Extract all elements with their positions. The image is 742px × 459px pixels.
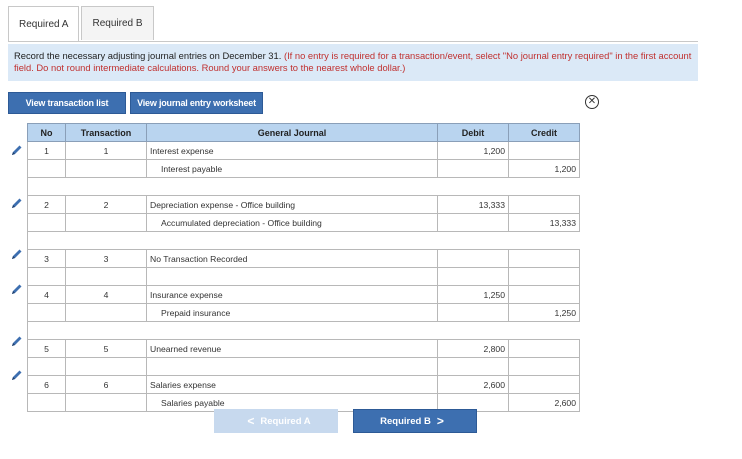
account-cell[interactable]: Prepaid insurance [147,304,438,322]
account-cell[interactable]: Accumulated depreciation - Office building [147,214,438,232]
account-cell[interactable]: Interest expense [147,142,438,160]
instructions-note: (If no entry is required for a transaction/event, select "No journal entry required" in the first account field. Do not round intermediate calculations. Round your answers to the nearest whole dollar.) [14,50,692,73]
credit-cell[interactable] [509,268,580,286]
entry-no: 3 [28,250,66,268]
table-row [28,340,580,358]
edit-pencil-icon[interactable] [10,282,24,296]
table-row [28,160,580,178]
table-row [28,196,580,214]
empty-cell [28,304,66,322]
account-cell[interactable]: Insurance expense [147,286,438,304]
empty-cell [28,358,66,376]
account-cell[interactable] [147,358,438,376]
empty-cell [28,214,66,232]
account-cell[interactable]: Depreciation expense - Office building [147,196,438,214]
spacer-cell [438,232,509,250]
journal-table [27,123,580,412]
empty-cell [66,304,147,322]
chevron-left-icon: < [247,414,255,428]
table-row [28,214,580,232]
close-circle-icon[interactable]: ✕ [585,95,599,109]
debit-cell[interactable]: 13,333 [438,196,509,214]
spacer-cell [438,322,509,340]
debit-cell[interactable]: 1,200 [438,142,509,160]
spacer-row [28,232,580,250]
tab-divider [8,41,698,42]
credit-cell[interactable] [509,142,580,160]
empty-cell [66,268,147,286]
entry-no: 2 [28,196,66,214]
edit-pencil-icon[interactable] [10,247,24,261]
entry-transaction: 2 [66,196,147,214]
view-journal-entry-worksheet-button[interactable]: View journal entry worksheet [130,92,263,114]
prev-label: Required A [260,415,311,427]
edit-pencil-icon[interactable] [10,368,24,382]
next-required-b-button[interactable] [353,409,477,433]
instructions-text: Record the necessary adjusting journal entries on December 31. [14,50,284,61]
spacer-cell [28,178,66,196]
prev-required-a-button[interactable] [214,409,338,433]
spacer-cell [147,232,438,250]
entry-transaction: 5 [66,340,147,358]
table-row [28,268,580,286]
spacer-cell [509,178,580,196]
table-row [28,358,580,376]
credit-cell[interactable]: 2,600 [509,394,580,412]
credit-cell[interactable] [509,340,580,358]
tab-required-b[interactable]: Required B [81,6,153,40]
next-label: Required B [380,415,431,427]
debit-cell[interactable] [438,250,509,268]
debit-cell[interactable] [438,304,509,322]
credit-cell[interactable] [509,358,580,376]
entry-transaction: 1 [66,142,147,160]
spacer-cell [28,232,66,250]
table-row [28,376,580,394]
table-row [28,142,580,160]
empty-cell [66,214,147,232]
entry-no: 4 [28,286,66,304]
spacer-row [28,178,580,196]
entry-no: 1 [28,142,66,160]
account-cell[interactable]: No Transaction Recorded [147,250,438,268]
spacer-row [28,322,580,340]
debit-cell[interactable] [438,358,509,376]
spacer-cell [509,232,580,250]
empty-cell [28,394,66,412]
account-cell[interactable]: Unearned revenue [147,340,438,358]
tab-required-a[interactable]: Required A [8,6,79,42]
credit-cell[interactable]: 1,250 [509,304,580,322]
table-header-row [28,124,580,142]
entry-transaction: 3 [66,250,147,268]
empty-cell [28,268,66,286]
spacer-cell [147,178,438,196]
empty-cell [66,394,147,412]
debit-cell[interactable]: 2,800 [438,340,509,358]
credit-cell[interactable] [509,376,580,394]
tab-bar [8,6,156,42]
account-cell[interactable]: Interest payable [147,160,438,178]
debit-cell[interactable] [438,160,509,178]
header-general-journal: General Journal [147,124,438,142]
empty-cell [66,160,147,178]
account-cell[interactable] [147,268,438,286]
credit-cell[interactable] [509,286,580,304]
view-transaction-list-button[interactable]: View transaction list [8,92,126,114]
edit-pencil-icon[interactable] [10,196,24,210]
entry-transaction: 4 [66,286,147,304]
entry-no: 6 [28,376,66,394]
spacer-cell [28,322,66,340]
account-cell[interactable]: Salaries expense [147,376,438,394]
debit-cell[interactable] [438,268,509,286]
edit-pencil-icon[interactable] [10,334,24,348]
header-credit: Credit [509,124,580,142]
spacer-cell [66,178,147,196]
spacer-cell [438,178,509,196]
spacer-cell [66,232,147,250]
credit-cell[interactable]: 13,333 [509,214,580,232]
edit-pencil-icon[interactable] [10,143,24,157]
account-cell[interactable]: Salaries payable [147,394,438,412]
credit-cell[interactable] [509,196,580,214]
debit-cell[interactable] [438,214,509,232]
spacer-cell [66,322,147,340]
header-debit: Debit [438,124,509,142]
header-transaction: Transaction [66,124,147,142]
empty-cell [28,160,66,178]
entry-transaction: 6 [66,376,147,394]
empty-cell [66,358,147,376]
table-row [28,304,580,322]
debit-cell[interactable]: 2,600 [438,376,509,394]
instructions-panel [8,44,698,81]
header-no: No [28,124,66,142]
entry-no: 5 [28,340,66,358]
table-row [28,250,580,268]
debit-cell[interactable]: 1,250 [438,286,509,304]
spacer-cell [509,322,580,340]
credit-cell[interactable] [509,250,580,268]
spacer-cell [147,322,438,340]
table-row [28,286,580,304]
chevron-right-icon: > [436,414,444,428]
credit-cell[interactable]: 1,200 [509,160,580,178]
